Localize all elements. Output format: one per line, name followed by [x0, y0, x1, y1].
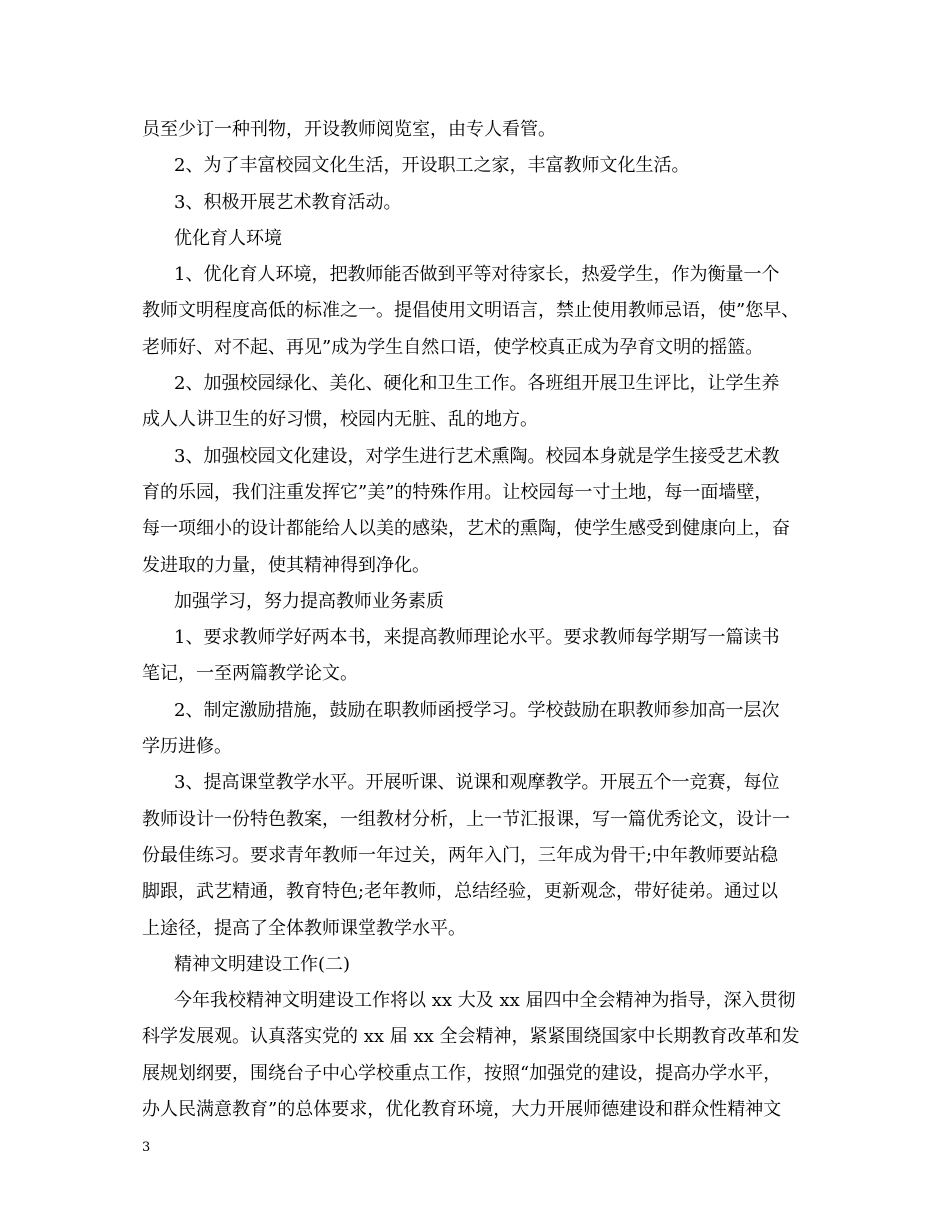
text-line: 1、要求教师学好两本书，来提高教师理论水平。要求教师每学期写一篇读书	[174, 627, 780, 649]
text-line: 上途径，提高了全体教师课堂教学水平。	[142, 917, 466, 939]
text-line: 2、制定激励措施，鼓励在职教师函授学习。学校鼓励在职教师参加高一层次	[174, 699, 780, 721]
text-line: 1、优化育人环境，把教师能否做到平等对待家长，热爱学生，作为衡量一个	[174, 264, 780, 286]
text-line: 2、加强校园绿化、美化、硬化和卫生工作。各班组开展卫生评比，让学生养	[174, 373, 780, 395]
text-line: 育的乐园，我们注重发挥它”美”的特殊作用。让校园每一寸土地，每一面墙壁，	[142, 481, 773, 503]
text-line: 每一项细小的设计都能给人以美的感染，艺术的熏陶，使学生感受到健康向上，奋	[142, 518, 790, 540]
text-line: 成人人讲卫生的好习惯，校园内无脏、乱的地方。	[142, 409, 538, 431]
text-line: 教师设计一份特色教案，一组教材分析，上一节汇报课，写一篇优秀论文，设计一	[142, 808, 790, 830]
text-line: 优化育人环境	[174, 227, 282, 249]
text-line: 学历进修。	[142, 736, 232, 758]
text-line: 今年我校精神文明建设工作将以 xx 大及 xx 届四中全会精神为指导，深入贯彻	[174, 990, 796, 1012]
text-line: 发进取的力量，使其精神得到净化。	[142, 554, 430, 576]
text-line: 份最佳练习。要求青年教师一年过关，两年入门，三年成为骨干;中年教师要站稳	[142, 844, 779, 866]
text-line: 加强学习，努力提高教师业务素质	[174, 590, 444, 612]
document-body	[142, 112, 812, 1128]
text-line: 2、为了丰富校园文化生活，开设职工之家，丰富教师文化生活。	[174, 155, 690, 177]
text-line: 精神文明建设工作(二)	[174, 953, 351, 975]
text-line: 展规划纲要，围绕台子中心学校重点工作，按照“加强党的建设，提高办学水平，	[142, 1062, 782, 1084]
text-line: 办人民满意教育”的总体要求，优化教育环境，大力开展师德建设和群众性精神文	[142, 1099, 782, 1121]
text-line: 老师好、对不起、再见”成为学生自然口语，使学校真正成为孕育文明的摇篮。	[142, 336, 764, 358]
text-line: 脚跟，武艺精通，教育特色;老年教师，总结经验，更新观念，带好徒弟。通过以	[142, 881, 779, 903]
text-line: 教师文明程度高低的标准之一。提倡使用文明语言，禁止使用教师忌语，使”您早、	[142, 300, 800, 322]
text-line: 员至少订一种刊物，开设教师阅览室，由专人看管。	[142, 119, 556, 140]
text-line: 3、提高课堂教学水平。开展听课、说课和观摩教学。开展五个一竞赛，每位	[174, 772, 780, 794]
page-number: 3	[142, 1140, 151, 1155]
text-line: 3、加强校园文化建设，对学生进行艺术熏陶。校园本身就是学生接受艺术教	[174, 445, 780, 467]
text-line: 3、积极开展艺术教育活动。	[174, 191, 402, 213]
text-line: 笔记，一至两篇教学论文。	[142, 663, 358, 685]
text-line: 科学发展观。认真落实党的 xx 届 xx 全会精神，紧紧围绕国家中长期教育改革和发	[142, 1026, 800, 1048]
